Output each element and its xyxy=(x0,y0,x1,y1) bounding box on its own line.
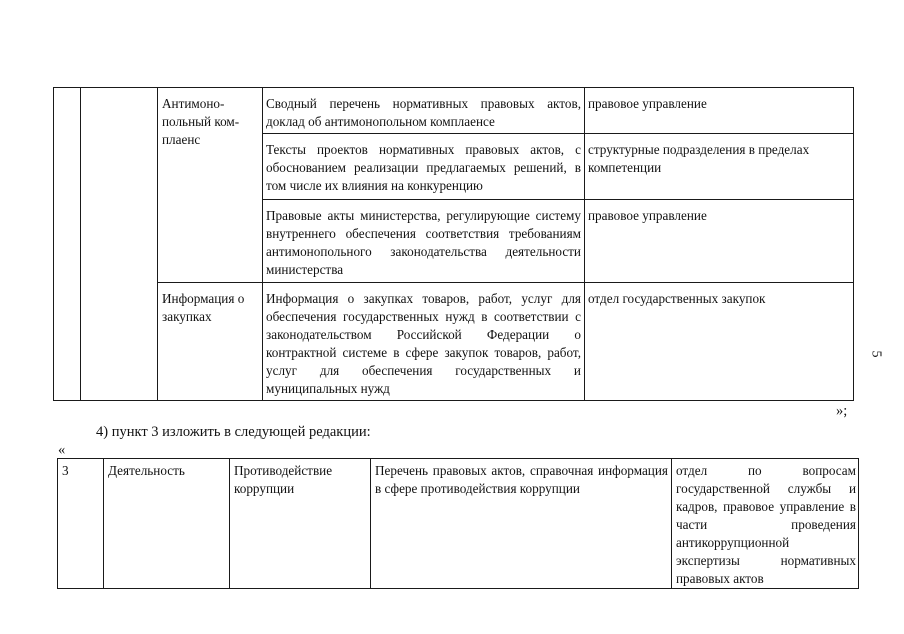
t2-area: Деятельность xyxy=(108,463,185,478)
page-number: 5 xyxy=(868,350,884,358)
t1-doc-1: Сводный перечень нормативных правовых актов, доклад об антимонопольном комплаенсе xyxy=(266,96,581,129)
instruction-text: 4) пункт 3 изложить в следующей редакции: xyxy=(96,424,371,440)
t1-topic-procurement: Информация о закупках xyxy=(162,291,245,324)
t1-resp-3: правовое управление xyxy=(588,208,707,223)
t1-resp-2: структурные подразделения в пределах компетенции xyxy=(588,142,810,175)
t1-topic-antimonopoly: Антимоно- польный ком- плаенс xyxy=(162,96,240,147)
t1-doc-3: Правовые акты министерства, регулирующие систему внутреннего обеспечения соответствия требованиям антимонопольного законодательства деятельности министерства xyxy=(266,208,581,277)
t1-resp-4: отдел государственных закупок xyxy=(588,291,766,306)
t2-topic: Противодействие коррупции xyxy=(234,463,333,496)
t1-resp-1: правовое управление xyxy=(588,96,707,111)
t2-responsible: отдел по вопросам государственной службы и кадров, правовое управление в части проведения антикоррупционной экспертизы нормативных правовых актов xyxy=(676,463,856,586)
t2-document: Перечень правовых актов, справочная информация в сфере противодействия коррупции xyxy=(375,463,668,496)
closing-quote: »; xyxy=(836,403,848,419)
t2-number: 3 xyxy=(62,463,69,478)
t1-doc-4: Информация о закупках товаров, работ, услуг для обеспечения государственных нужд в соответствии с законодательством Российской Федерации о контрактной системе в сфере закупок товаров, работ, услуг для обеспечения государственных и муниципальных нужд xyxy=(266,291,581,396)
opening-quote: « xyxy=(58,442,66,458)
t1-doc-2: Тексты проектов нормативных правовых актов, с обоснованием реализации предлагаемых решений, в том числе их влияния на конкуренцию xyxy=(266,142,581,193)
